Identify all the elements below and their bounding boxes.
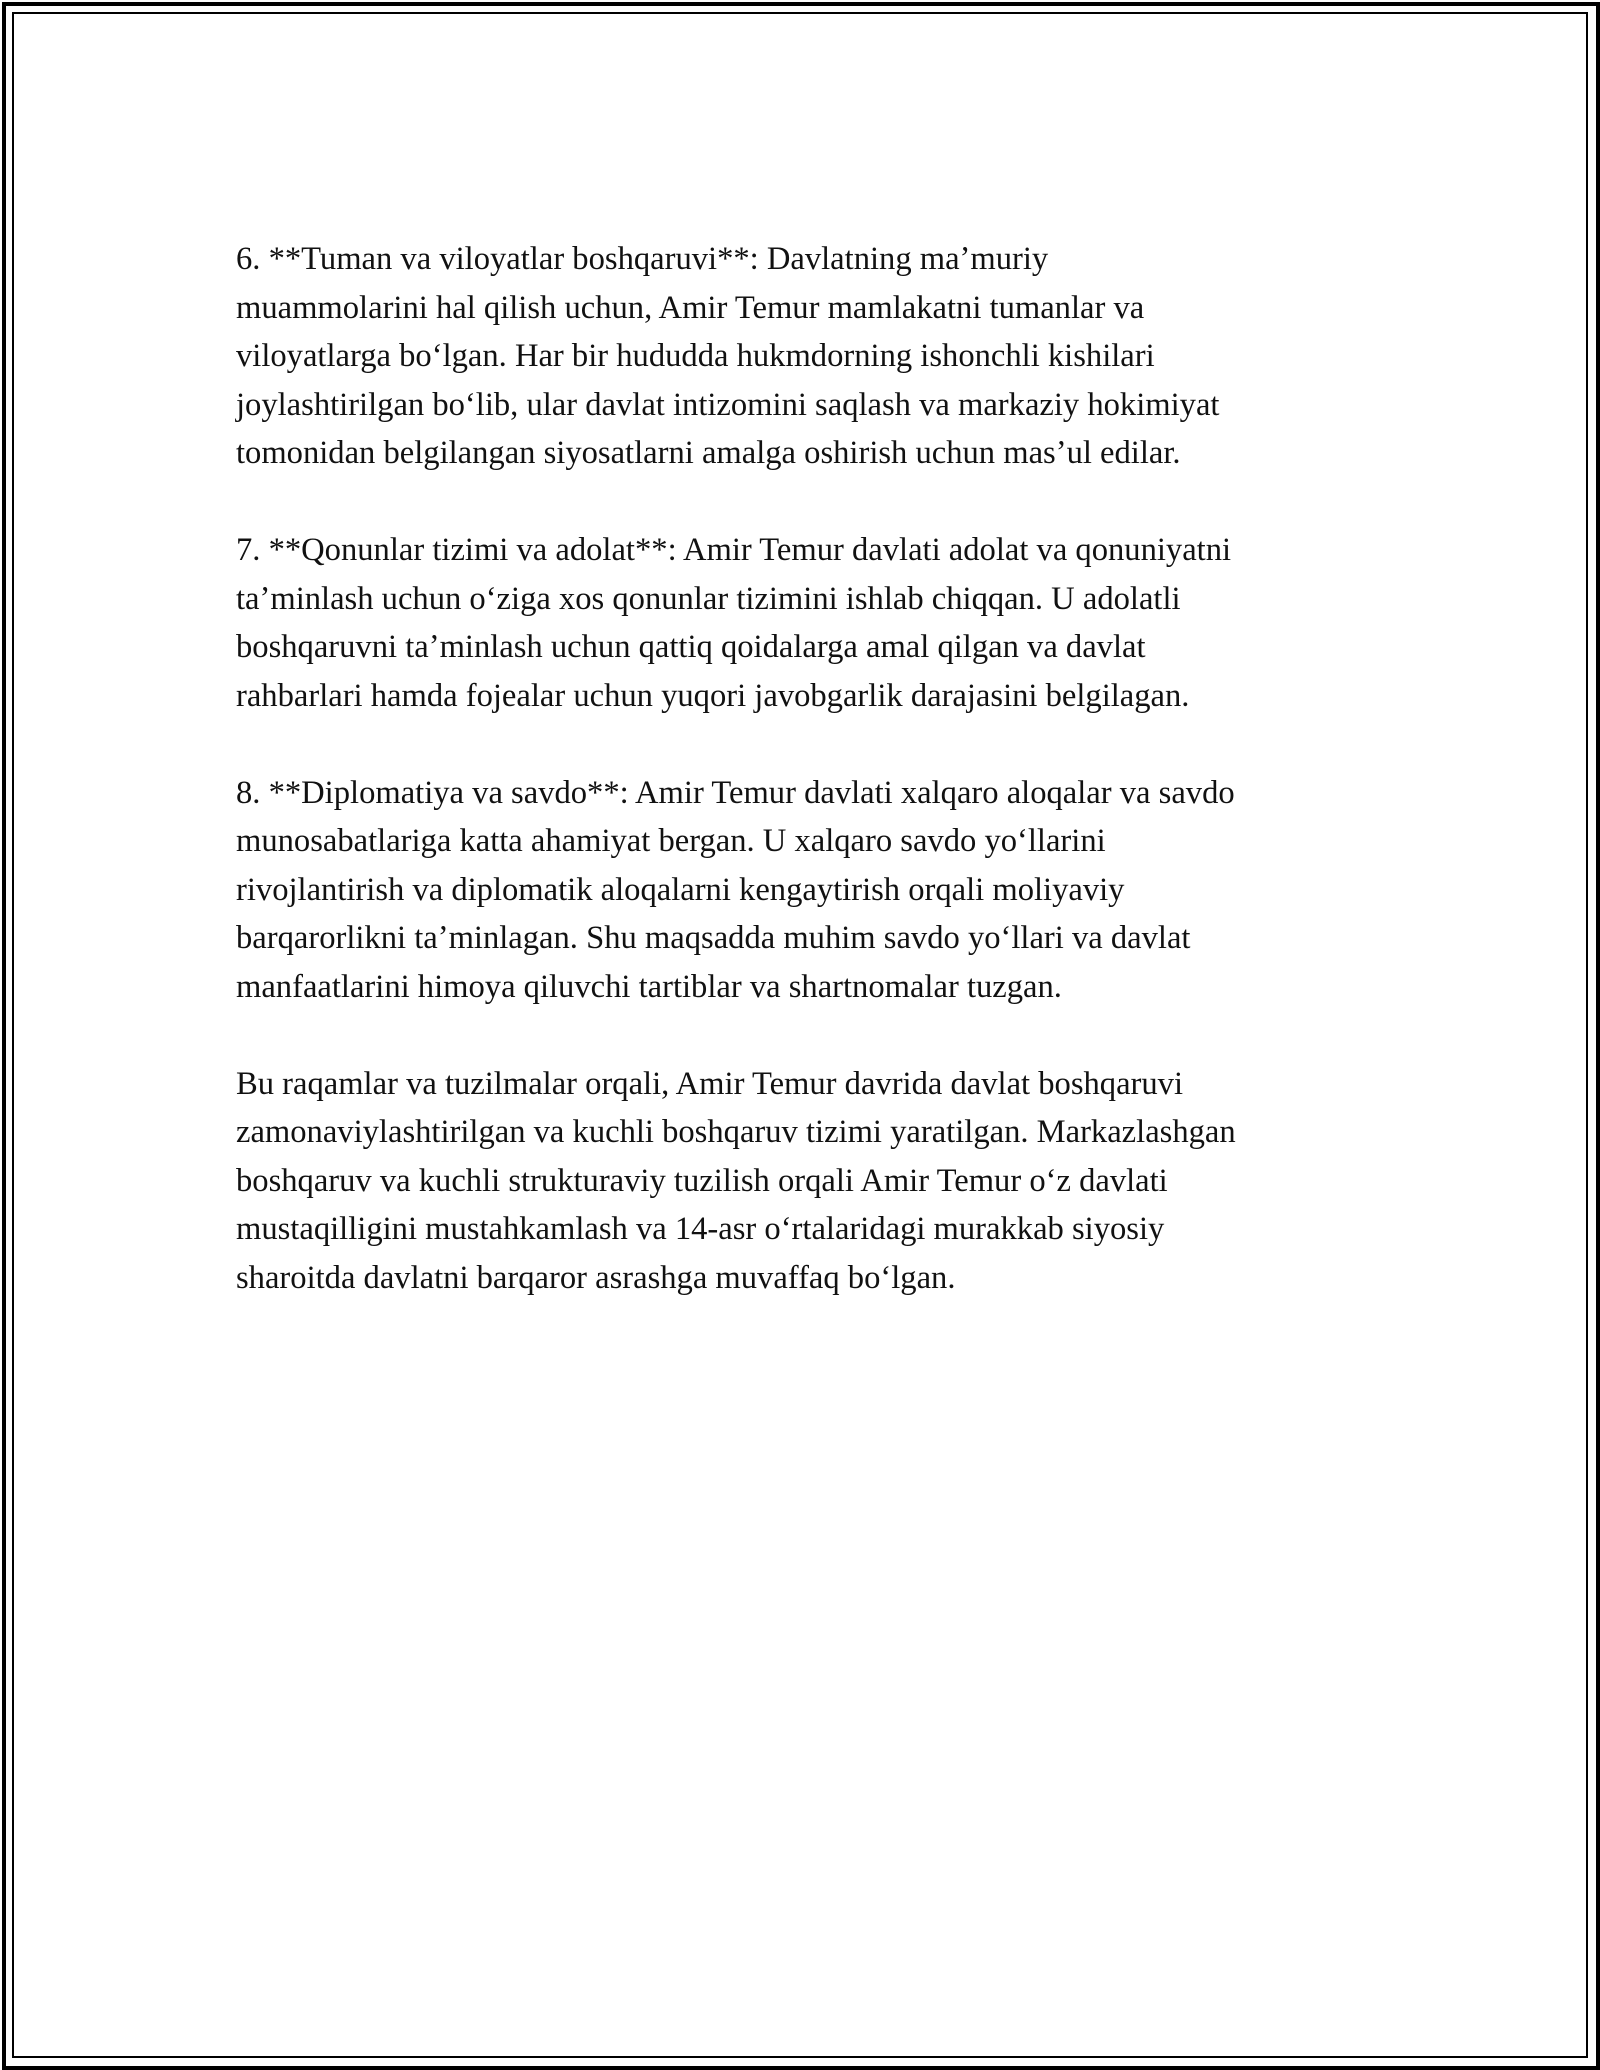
text-line: 6. **Tuman va viloyatlar boshqaruvi**: Davlatning maʼmuriy xyxy=(236,241,1049,277)
text-line: rahbarlari hamda fojealar uchun yuqori javobgarlik darajasini belgilagan. xyxy=(236,677,1190,714)
text-line: barqarorlikni taʼminlagan. Shu maqsadda muhim savdo yoʻllari va davlat xyxy=(236,920,1191,956)
text-line: muammolarini hal qilish uchun, Amir Temur mamlakatni tumanlar va xyxy=(236,289,1145,326)
text-line: mustaqilligini mustahkamlash va 14-asr oʻrtalaridagi murakkab siyosiy xyxy=(236,1211,1165,1247)
text-line: boshqaruvni taʼminlash uchun qattiq qoidalarga amal qilgan va davlat xyxy=(236,629,1146,665)
text-line: zamonaviylashtirilgan va kuchli boshqaruv tizimi yaratilgan. Markazlashgan xyxy=(236,1114,1236,1150)
text-line: sharoitda davlatni barqaror asrashga muvaffaq boʻlgan. xyxy=(236,1259,956,1296)
text-line: Bu raqamlar va tuzilmalar orqali, Amir Temur davrida davlat boshqaruvi xyxy=(236,1065,1184,1102)
text-line: taʼminlash uchun oʻziga xos qonunlar tizimini ishlab chiqqan. U adolatli xyxy=(236,580,1181,617)
text-line: boshqaruv va kuchli strukturaviy tuzilish orqali Amir Temur oʻz davlati xyxy=(236,1162,1168,1199)
text-line: tomonidan belgilangan siyosatlarni amalga oshirish uchun masʼul edilar. xyxy=(236,435,1181,471)
paragraph-conclusion xyxy=(236,1060,1386,1303)
paragraph-diplomatiya-savdo xyxy=(236,769,1386,1012)
paragraph-tuman-viloyatlar xyxy=(236,235,1386,478)
text-line: 7. **Qonunlar tizimi va adolat**: Amir Temur davlati adolat va qonuniyatni xyxy=(236,532,1232,568)
text-line: joylashtirilgan boʻlib, ular davlat intizomini saqlash va markaziy hokimiyat xyxy=(236,386,1220,423)
text-line: munosabatlariga katta ahamiyat bergan. U xalqaro savdo yoʻllarini xyxy=(236,823,1106,859)
document-body xyxy=(236,235,1386,1351)
text-line: viloyatlarga boʻlgan. Har bir hududda hukmdorning ishonchli kishilari xyxy=(236,338,1155,374)
paragraph-qonunlar-adolat xyxy=(236,526,1386,720)
text-line: rivojlantirish va diplomatik aloqalarni kengaytirish orqali moliyaviy xyxy=(236,871,1125,908)
text-line: manfaatlarini himoya qiluvchi tartiblar va shartnomalar tuzgan. xyxy=(236,968,1062,1005)
text-line: 8. **Diplomatiya va savdo**: Amir Temur davlati xalqaro aloqalar va savdo xyxy=(236,774,1235,811)
